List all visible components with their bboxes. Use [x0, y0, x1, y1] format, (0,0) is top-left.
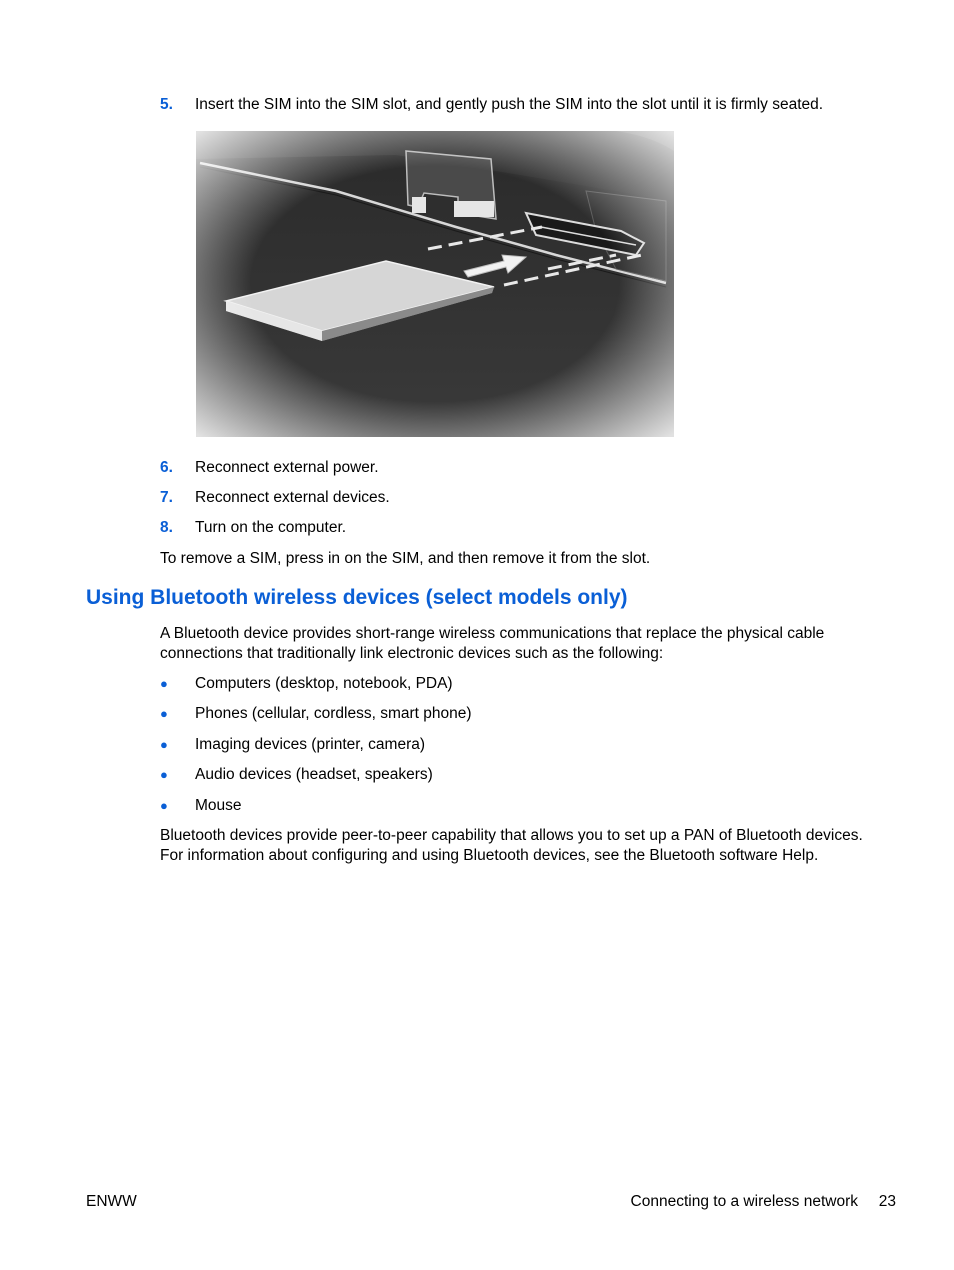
- bullet-icon: ●: [160, 798, 168, 813]
- footer-left-label: ENWW: [86, 1193, 137, 1210]
- step-number: 6.: [160, 459, 173, 476]
- intro-paragraph: A Bluetooth device provides short-range wireless communications that replace the physical cable connections that traditionally link electronic devices such as the following:: [160, 625, 825, 662]
- step-text: Insert the SIM into the SIM slot, and gently push the SIM into the slot until it is firmly seated.: [195, 96, 824, 113]
- step-text: Reconnect external devices.: [195, 489, 390, 506]
- step-number: 5.: [160, 96, 173, 113]
- list-item-text: Computers (desktop, notebook, PDA): [195, 675, 453, 692]
- step-text: Reconnect external power.: [195, 459, 379, 476]
- step-item: [0, 95, 954, 115]
- section-heading: Using Bluetooth wireless devices (select models only): [86, 586, 628, 609]
- sim-card-insertion-illustration: [196, 131, 674, 437]
- list-item: [0, 735, 954, 755]
- list-item: [0, 674, 954, 694]
- bullet-icon: ●: [160, 767, 168, 782]
- footer-page-number: 23: [878, 1193, 896, 1210]
- list-item: [0, 796, 954, 816]
- remove-sim-note: To remove a SIM, press in on the SIM, and then remove it from the slot.: [160, 550, 651, 567]
- list-item-text: Mouse: [195, 797, 242, 814]
- list-item-text: Phones (cellular, cordless, smart phone): [195, 705, 472, 722]
- bullet-icon: ●: [160, 737, 168, 752]
- step-text: Turn on the computer.: [195, 519, 347, 536]
- list-item: [0, 765, 954, 785]
- step-number: 8.: [160, 519, 173, 536]
- list-item: [0, 704, 954, 724]
- closing-paragraph: Bluetooth devices provide peer-to-peer capability that allows you to set up a PAN of Bluetooth devices. For information about configuring and using Bluetooth devices, see the Bluetooth software Help.: [160, 827, 863, 864]
- bullet-icon: ●: [160, 676, 168, 691]
- footer-chapter-title: Connecting to a wireless network: [630, 1193, 858, 1210]
- bullet-icon: ●: [160, 706, 168, 721]
- step-item: [0, 458, 954, 478]
- list-item-text: Audio devices (headset, speakers): [195, 766, 433, 783]
- step-item: [0, 518, 954, 538]
- step-number: 7.: [160, 489, 173, 506]
- list-item-text: Imaging devices (printer, camera): [195, 736, 426, 753]
- step-item: [0, 488, 954, 508]
